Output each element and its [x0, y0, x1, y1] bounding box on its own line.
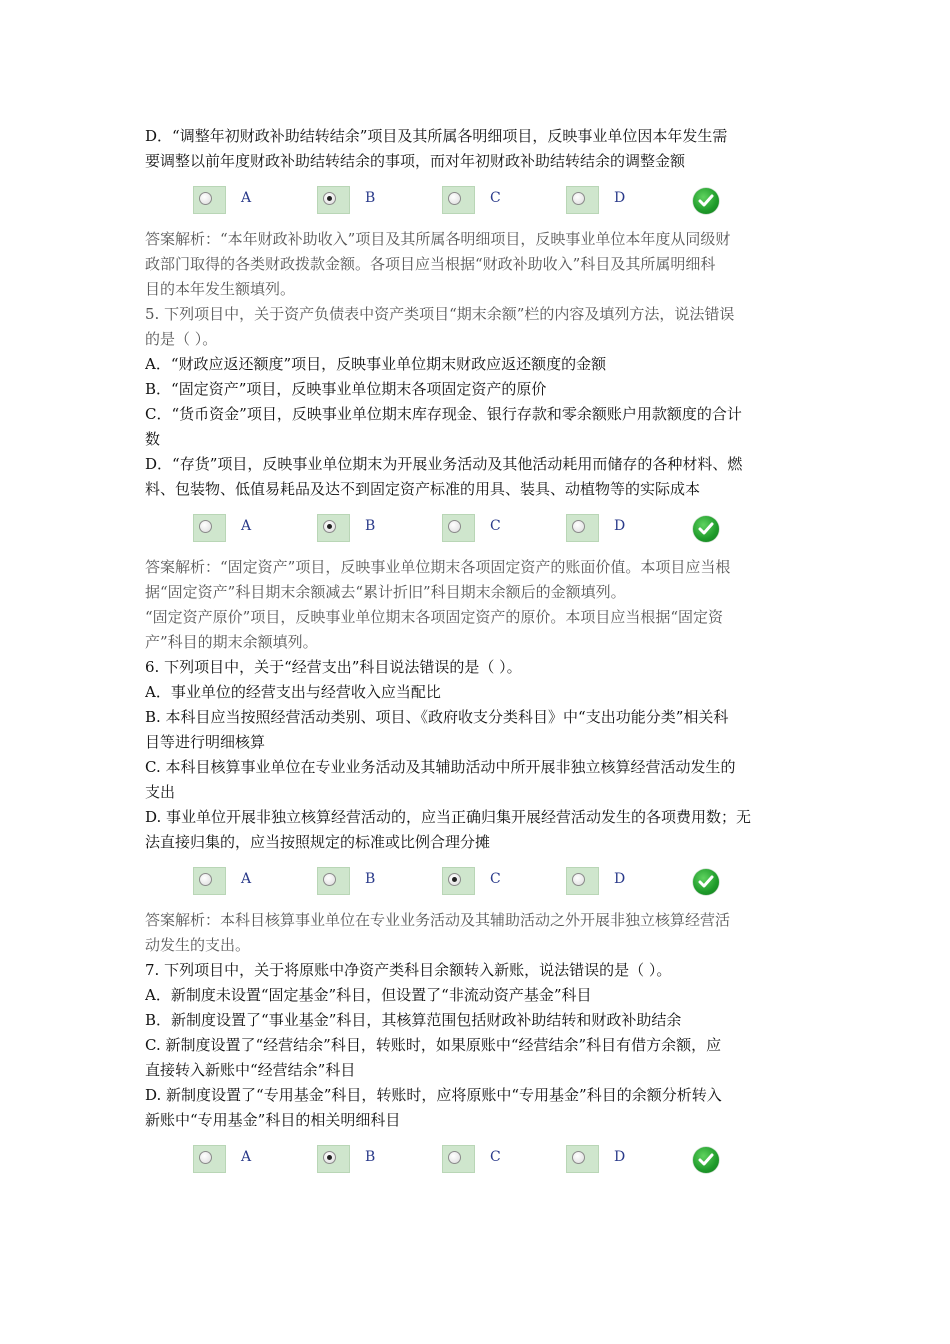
- option-label: B: [365, 190, 376, 206]
- option-label: A: [241, 190, 252, 206]
- radio-icon[interactable]: [448, 520, 461, 533]
- radio-icon[interactable]: [199, 192, 212, 205]
- question-line: 7. 下列项目中，关于将原账中净资产类科目余额转入新账，说法错误的是（ ）。: [145, 961, 672, 979]
- explanation-line: 答案解析：“本年财政补助收入”项目及其所属各明细项目，反映事业单位本年度从同级财: [145, 230, 731, 248]
- option-label: A: [241, 871, 252, 887]
- radio-icon[interactable]: [572, 520, 585, 533]
- option-label: B: [365, 871, 376, 887]
- radio-icon[interactable]: [448, 192, 461, 205]
- question-line: A．新制度未设置“固定基金”科目，但设置了“非流动资产基金”科目: [145, 986, 592, 1004]
- question-line: 要调整以前年度财政补助结转结余的事项，而对年初财政补助结转结余的调整金额: [145, 152, 686, 170]
- radio-icon[interactable]: [199, 520, 212, 533]
- radio-box[interactable]: [317, 1145, 350, 1173]
- option-label: A: [241, 1149, 252, 1165]
- radio-box[interactable]: [193, 514, 226, 542]
- radio-box[interactable]: [317, 514, 350, 542]
- option-label: A: [241, 518, 252, 534]
- answer-row: [145, 858, 810, 908]
- option-label: D: [614, 190, 626, 206]
- answer-row: [145, 177, 810, 227]
- question-line: D. 新制度设置了“专用基金”科目，转账时，应将原账中“专用基金”科目的余额分析转入: [145, 1086, 722, 1104]
- question-line: 新账中“专用基金”科目的相关明细科目: [145, 1111, 401, 1129]
- option-label: B: [365, 1149, 376, 1165]
- radio-icon[interactable]: [323, 873, 336, 886]
- option-label: C: [490, 518, 501, 534]
- answer-row: [145, 505, 810, 555]
- explanation-line: 答案解析：本科目核算事业单位在专业业务活动及其辅助活动之外开展非独立核算经营活: [145, 911, 731, 929]
- answer-row: [145, 1136, 810, 1186]
- question-line: B．“固定资产”项目，反映事业单位期末各项固定资产的原价: [145, 380, 547, 398]
- question-line: 目等进行明细核算: [145, 733, 266, 751]
- radio-icon[interactable]: [199, 873, 212, 886]
- radio-box[interactable]: [566, 867, 599, 895]
- question-line: C. 新制度设置了“经营结余”科目，转账时，如果原账中“经营结余”科目有借方余额，应: [145, 1036, 722, 1054]
- radio-icon[interactable]: [323, 192, 336, 205]
- radio-icon[interactable]: [323, 520, 336, 533]
- explanation-line: 答案解析：“固定资产”项目，反映事业单位期末各项固定资产的账面价值。本项目应当根: [145, 558, 731, 576]
- question-line: 法直接归集的，应当按照规定的标准或比例合理分摊: [145, 833, 491, 851]
- explanation-line: 据“固定资产”科目期末余额减去“累计折旧”科目期末余额后的金额填列。: [145, 583, 626, 601]
- radio-box[interactable]: [442, 867, 475, 895]
- radio-box[interactable]: [566, 186, 599, 214]
- radio-box[interactable]: [442, 514, 475, 542]
- question-line: 直接转入新账中“经营结余”科目: [145, 1061, 356, 1079]
- question-line: 支出: [145, 783, 176, 801]
- question-line: 数: [145, 430, 161, 448]
- explanation-line: 的是（ ）。: [145, 330, 218, 348]
- option-label: D: [614, 1149, 626, 1165]
- question-line: B. 本科目应当按照经营活动类别、项目、《政府收支分类科目》中“支出功能分类”相关科: [145, 708, 729, 726]
- question-line: A．事业单位的经营支出与经营收入应当配比: [145, 683, 441, 701]
- explanation-line: 政部门取得的各类财政拨款金额。各项目应当根据“财政补助收入”科目及其所属明细科: [145, 255, 716, 273]
- check-circle-icon: [693, 869, 719, 895]
- radio-icon[interactable]: [572, 873, 585, 886]
- question-line: D. 事业单位开展非独立核算经营活动的，应当正确归集开展经营活动发生的各项费用数；无: [145, 808, 752, 826]
- question-line: A．“财政应返还额度”项目，反映事业单位期末财政应返还额度的金额: [145, 355, 607, 373]
- question-line: 料、包装物、低值易耗品及达不到固定资产标准的用具、装具、动植物等的实际成本: [145, 480, 701, 498]
- radio-icon[interactable]: [448, 1151, 461, 1164]
- explanation-line: 动发生的支出。: [145, 936, 251, 954]
- radio-box[interactable]: [442, 1145, 475, 1173]
- radio-icon[interactable]: [199, 1151, 212, 1164]
- option-label: C: [490, 871, 501, 887]
- radio-box[interactable]: [193, 186, 226, 214]
- check-circle-icon: [693, 1147, 719, 1173]
- explanation-line: 产”科目的期末余额填列。: [145, 633, 318, 651]
- radio-icon[interactable]: [448, 873, 461, 886]
- radio-box[interactable]: [317, 186, 350, 214]
- option-label: D: [614, 518, 626, 534]
- check-circle-icon: [693, 188, 719, 214]
- radio-icon[interactable]: [572, 1151, 585, 1164]
- question-line: 6. 下列项目中，关于“经营支出”科目说法错误的是（ ）。: [145, 658, 522, 676]
- option-label: B: [365, 518, 376, 534]
- option-label: C: [490, 190, 501, 206]
- radio-box[interactable]: [566, 1145, 599, 1173]
- radio-box[interactable]: [317, 867, 350, 895]
- radio-box[interactable]: [193, 1145, 226, 1173]
- radio-box[interactable]: [566, 514, 599, 542]
- option-label: C: [490, 1149, 501, 1165]
- question-line: C．“货币资金”项目，反映事业单位期末库存现金、银行存款和零余额账户用款额度的合计: [145, 405, 742, 423]
- radio-box[interactable]: [193, 867, 226, 895]
- explanation-line: 5. 下列项目中，关于资产负债表中资产类项目“期末余额”栏的内容及填列方法，说法错误: [145, 305, 735, 323]
- question-line: D．“调整年初财政补助结转结余”项目及其所属各明细项目，反映事业单位因本年发生需: [145, 127, 728, 145]
- question-line: D．“存货”项目，反映事业单位期末为开展业务活动及其他活动耗用而储存的各种材料、燃: [145, 455, 743, 473]
- question-line: C. 本科目核算事业单位在专业业务活动及其辅助活动中所开展非独立核算经营活动发生的: [145, 758, 736, 776]
- radio-icon[interactable]: [323, 1151, 336, 1164]
- explanation-line: “固定资产原价”项目，反映事业单位期末各项固定资产的原价。本项目应当根据“固定资: [145, 608, 724, 626]
- radio-icon[interactable]: [572, 192, 585, 205]
- document-content: [145, 124, 810, 1186]
- check-circle-icon: [693, 516, 719, 542]
- question-line: B．新制度设置了“事业基金”科目，其核算范围包括财政补助结转和财政补助结余: [145, 1011, 682, 1029]
- explanation-line: 目的本年发生额填列。: [145, 280, 296, 298]
- radio-box[interactable]: [442, 186, 475, 214]
- option-label: D: [614, 871, 626, 887]
